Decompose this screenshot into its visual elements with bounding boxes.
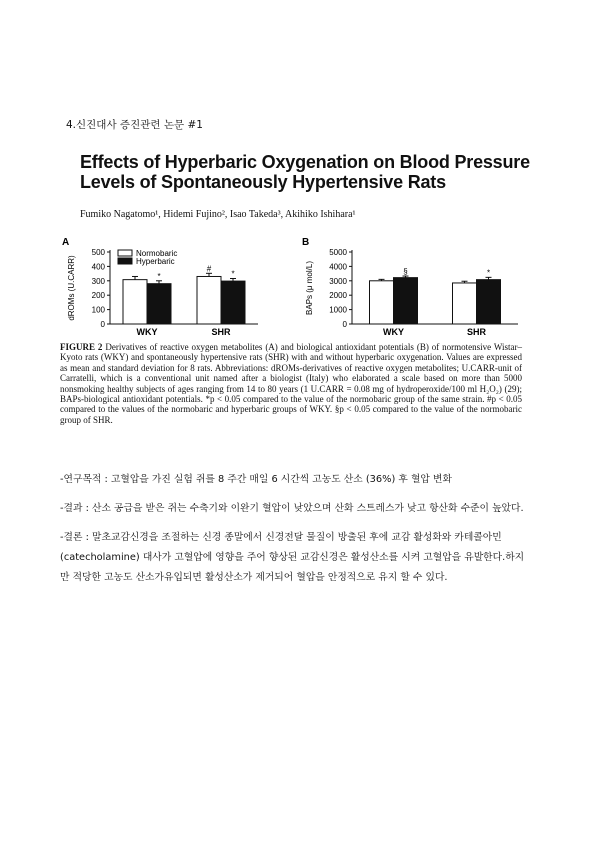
significance-mark-a-shr-hyperbaric: * <box>231 269 235 279</box>
paper-title <box>80 152 540 192</box>
y-tick-label-b-0: 0 <box>342 320 347 329</box>
y-tick-label-a-3: 300 <box>91 276 105 286</box>
x-tick-label-b-shr: SHR <box>466 327 487 337</box>
legend-swatch-hyperbaric <box>118 258 132 264</box>
bar-a-shr-normobaric <box>197 276 221 324</box>
x-tick-label-a-wky: WKY <box>136 327 158 337</box>
y-tick-label-a-4: 400 <box>91 262 105 272</box>
authors: Fumiko Nagatomo¹, Hidemi Fujino², Isao Takeda³, Akihiko Ishihara¹ <box>80 209 356 220</box>
y-tick-label-a-1: 100 <box>91 305 105 315</box>
title-line-2: Levels of Spontaneously Hypertensive Rats <box>80 172 446 192</box>
panel-label-a: A <box>62 237 70 248</box>
summary-notes <box>60 470 530 597</box>
y-axis-label-a: dROMs (U.CARR) <box>67 255 76 321</box>
significance-mark-b-wky-hyperbaric: § <box>403 267 408 277</box>
note-conclusion: -결론 : 말초교감신경을 조절하는 신경 종말에서 신경전달 물질이 방출된 후에 교감 활성화와 카테콜아민(catecholamine) 대사가 고혈압에 영향을 주어 향상된 교감신경은 활성산소를 시켜 고혈압을 유발한다.하지만 적당한 고농도 산소가유입되면 활성산소가 제거되어 혈압을 안정적으로 유지 할 수 있다. <box>60 532 525 583</box>
bar-b-shr-hyperbaric <box>477 280 501 324</box>
legend-swatch-normobaric <box>118 250 132 256</box>
significance-mark-b-shr-hyperbaric: * <box>486 268 491 278</box>
bar-b-shr-normobaric <box>453 283 477 324</box>
note-result: -결과 : 산소 공급을 받은 쥐는 수축기와 이완기 혈압이 낮았으며 산화 스트레스가 낮고 항산화 수준이 높았다. <box>60 503 524 514</box>
title-line-1: Effects of Hyperbaric Oxygenation on Blood Pressure <box>80 152 530 172</box>
legend-label-normobaric: Normobaric <box>136 249 178 258</box>
section-heading: 4.신진대사 증진관련 논문 #1 <box>66 119 203 131</box>
significance-mark-a-shr-normobaric: # <box>206 264 212 274</box>
significance-mark-a-wky-hyperbaric: * <box>157 271 161 281</box>
y-tick-label-a-2: 200 <box>91 291 105 301</box>
y-tick-label-b-3: 3000 <box>329 276 347 286</box>
y-tick-label-b-4: 4000 <box>329 262 347 272</box>
chart-a-droms <box>60 236 260 340</box>
bar-b-wky-hyperbaric <box>394 278 418 324</box>
x-tick-label-a-shr: SHR <box>211 327 231 337</box>
x-tick-label-b-wky: WKY <box>383 327 404 337</box>
y-tick-label-b-1: 1000 <box>329 305 347 315</box>
bar-a-wky-normobaric <box>123 280 147 324</box>
chart-b-baps <box>300 236 520 340</box>
y-axis-label-b: BAPs (μ mol/L) <box>305 261 314 315</box>
figure-caption <box>60 342 522 425</box>
figure-caption-text: Derivatives of reactive oxygen metabolites (A) and biological antioxidant potentials (B) of normotensive Wistar–Kyoto rats (WKY) and spontaneously hypertensive rats (SHR) with and without hyperbaric oxygenation. Values are expressed as mean and standard deviation for 8 rats. Abbreviations: dROMs-derivatives of reactive oxygen metabolites; U.CARR-unit of Carratelli, which is a conventional unit named after a biologist (Italy) who elaborated a scale based on more than 5000 nonsmoking healthy subjects of ages ranging from 14 to 80 years (1 U.CARR = 0.08 mg of hydroperoxide/100 ml H₂O₂) (29); BAPs-biological antioxidant potentials. *p < 0.05 compared to the value of the normobaric group of the same strain. #p < 0.05 compared to the values of the normobaric and hyperbaric groups of WKY. §p < 0.05 compared to the value of the normobaric group of SHR. <box>60 342 522 425</box>
panel-label-b: B <box>302 237 310 248</box>
bar-a-shr-hyperbaric <box>221 281 245 324</box>
y-tick-label-b-2: 2000 <box>329 291 347 301</box>
figure-label: FIGURE 2 <box>60 342 103 352</box>
note-purpose: -연구목적 : 고혈압을 가진 실험 쥐를 8 주간 매일 6 시간씩 고농도 산소 (36%) 후 혈압 변화 <box>60 474 452 485</box>
bar-b-wky-normobaric <box>370 281 394 324</box>
y-tick-label-a-0: 0 <box>100 320 105 329</box>
y-tick-label-a-5: 500 <box>91 248 105 257</box>
legend-label-hyperbaric: Hyperbaric <box>136 257 175 266</box>
y-tick-label-b-5: 5000 <box>329 248 347 257</box>
bar-a-wky-hyperbaric <box>147 284 171 324</box>
